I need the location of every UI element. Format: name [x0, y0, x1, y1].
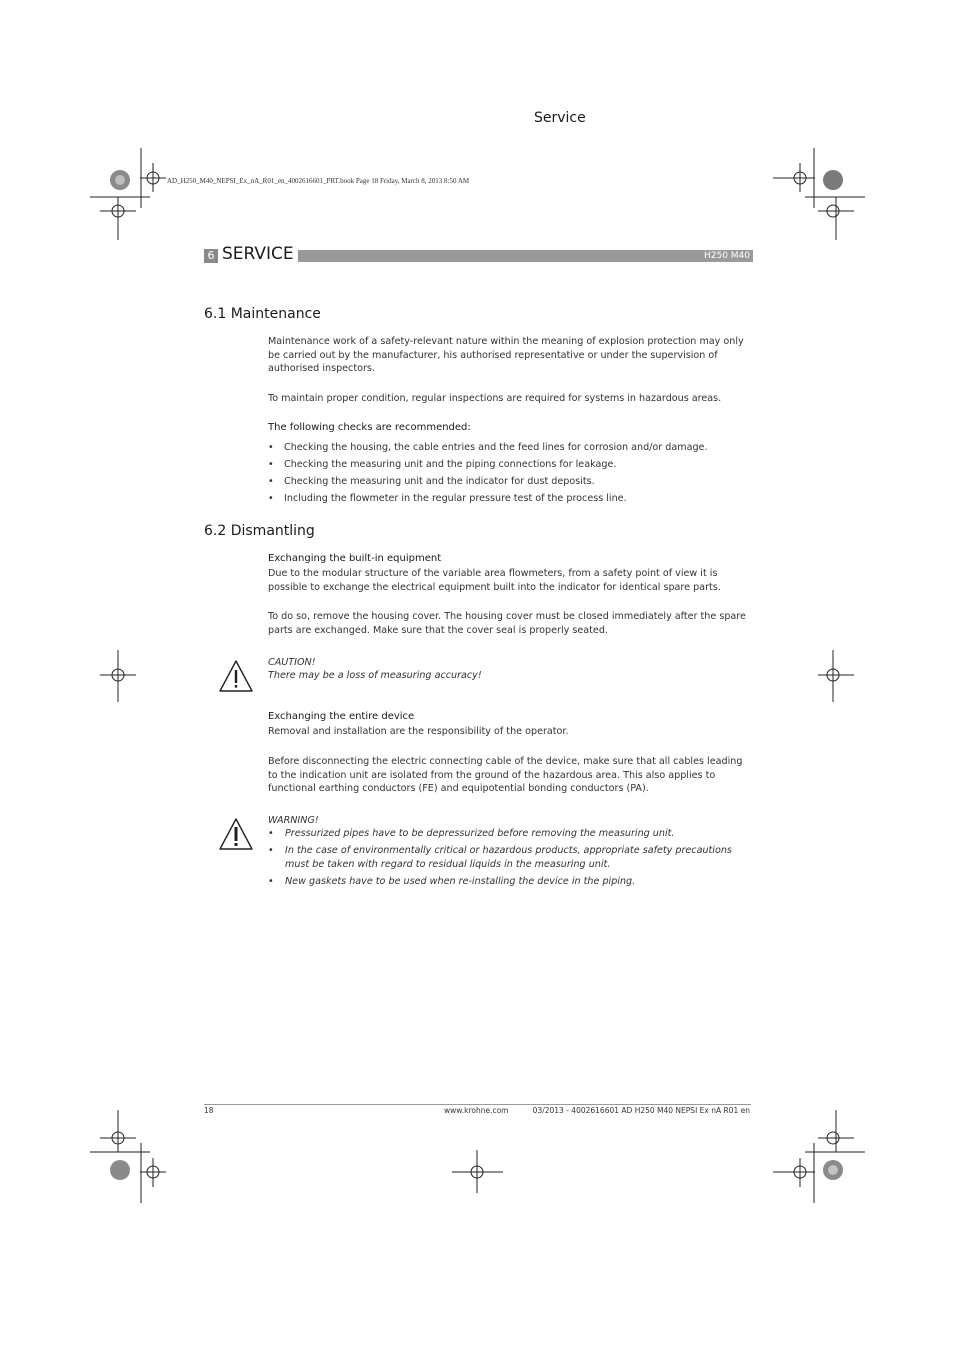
checks-title: The following checks are recommended:: [268, 422, 471, 433]
builtin-para-2: To do so, remove the housing cover. The housing cover must be closed immediately after the spare parts are exchanged. Make sure that the cover seal is properly seated.: [268, 611, 746, 636]
caution-text: There may be a loss of measuring accuracy!: [268, 670, 482, 681]
list-item: • New gaskets have to be used when re-installing the device in the piping.: [268, 875, 750, 889]
list-item: • In the case of environmentally critical or hazardous products, appropriate safety precautions must be taken with regard to residual liquids in the measuring unit.: [268, 844, 750, 872]
chapter-product: H250 M40: [703, 251, 750, 261]
checks-list: [268, 441, 750, 509]
entire-title: Exchanging the entire device: [268, 711, 415, 722]
builtin-para-1: Due to the modular structure of the variable area flowmeters, from a safety point of view it is possible to exchange the electrical equipment built into the indicator for identical spare parts.: [268, 568, 721, 593]
warning-list: [268, 827, 750, 892]
warning-title: WARNING!: [268, 815, 319, 826]
builtin-title: Exchanging the built-in equipment: [268, 553, 442, 564]
maintenance-heading: 6.1 Maintenance: [204, 306, 321, 322]
list-item: • Checking the housing, the cable entries and the feed lines for corrosion and/or damage.: [268, 441, 750, 458]
chapter-title: SERVICE: [222, 244, 294, 264]
running-header: Service: [534, 110, 586, 126]
print-line: AD_H250_M40_NEPSI_Ex_nA_R01_en_4002616601_PRT.book Page 18 Friday, March 8, 2013 8:50 AM: [167, 177, 470, 185]
footer-doc-id: 03/2013 - 4002616601 AD H250 M40 NEPSI Ex nA R01 en: [532, 1106, 750, 1115]
page-number: 18: [204, 1106, 214, 1115]
entire-para-1: Removal and installation are the responsibility of the operator.: [268, 726, 569, 737]
entire-para-2: Before disconnecting the electric connecting cable of the device, make sure that all cables leading to the indication unit are isolated from the ground of the hazardous area. This also applies to functional earthing conductors (FE) and equipotential bonding conductors (PA).: [268, 756, 743, 795]
maintenance-para-2: To maintain proper condition, regular inspections are required for systems in hazardous areas.: [268, 393, 722, 404]
caution-icon: [218, 659, 254, 693]
warning-icon: [218, 817, 254, 851]
list-item: • Checking the measuring unit and the indicator for dust deposits.: [268, 475, 750, 492]
caution-title: CAUTION!: [268, 657, 316, 668]
list-item: • Pressurized pipes have to be depressurized before removing the measuring unit.: [268, 827, 750, 841]
dismantling-heading: 6.2 Dismantling: [204, 523, 315, 539]
maintenance-para-1: Maintenance work of a safety-relevant nature within the meaning of explosion protection may only be carried out by the manufacturer, his authorised representative or under the supervision of authorised inspectors.: [268, 336, 744, 375]
chapter-number: 6: [204, 249, 218, 263]
footer-rule: [204, 1104, 751, 1105]
footer-url[interactable]: www.krohne.com: [444, 1106, 509, 1115]
list-item: • Including the flowmeter in the regular pressure test of the process line.: [268, 492, 750, 509]
list-item: • Checking the measuring unit and the piping connections for leakage.: [268, 458, 750, 475]
